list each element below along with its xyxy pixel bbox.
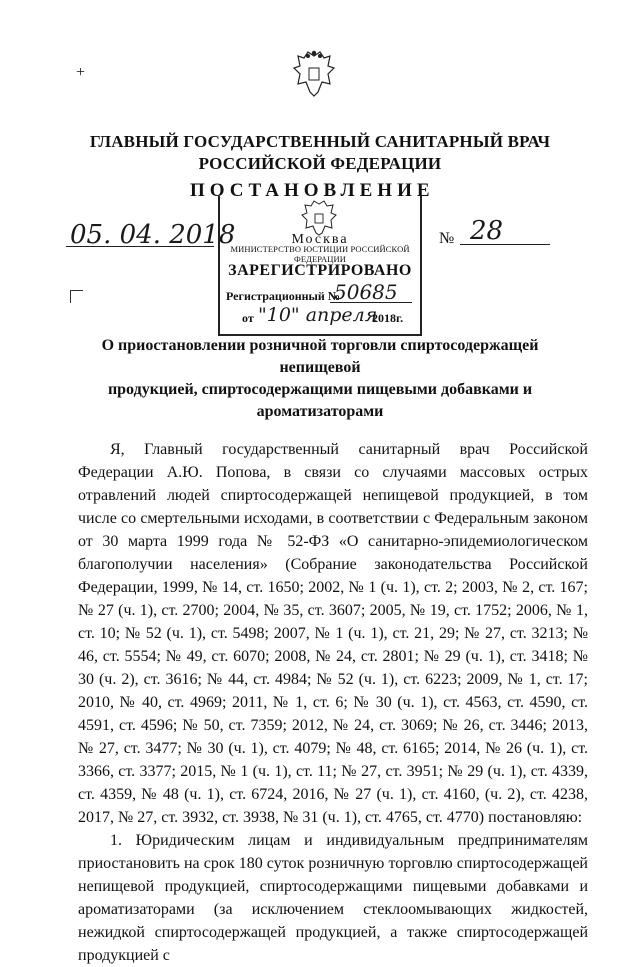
stamp-registered-label: ЗАРЕГИСТРИРОВАНО bbox=[228, 262, 412, 279]
stamp-reg-number: 50685 bbox=[334, 280, 398, 304]
subject-line-3: ароматизаторами bbox=[256, 403, 384, 420]
decree-body bbox=[78, 438, 588, 967]
body-paragraph-preamble: Я, Главный государственный санитарный врач Российской Федерации А.Ю. Попова, в связи со случаями массовых острых отравлений людей спиртосодержащей непищевой продукцией, в том числе со смертельными исходами, в соответствии с Федеральным законом от 30 марта 1999 года № 52-ФЗ «О санитарно-эпидемиологическом благополучии населения» (Собрание законодательства Российской Федерации, 1999, № 14, ст. 1650; 2002, № 1 (ч. 1), ст. 2; 2003, № 2, ст. 167; № 27 (ч. 1), ст. 2700; 2004, № 35, ст. 3607; 2005, № 19, ст. 1752; 2006, № 1, ст. 10; № 52 (ч. 1), ст. 5498; 2007, № 1 (ч. 1), ст. 21, 29; № 27, ст. 3213; № 46, ст. 5554; № 49, ст. 6070; 2008, № 24, ст. 2801; № 29 (ч. 1), ст. 3418; № 30 (ч. 2), ст. 3616; № 44, ст. 4984; № 52 (ч. 1), ст. 6223; 2009, № 1, ст. 17; 2010, № 40, ст. 4969; 2011, № 1, ст. 6; № 30 (ч. 1), ст. 4563, ст. 4590, ст. 4591, ст. 4596; № 50, ст. 7359; 2012, № 24, ст. 3069; № 26, ст. 3446; 2013, № 27, ст. 3477; № 30 (ч. 1), ст. 4079; № 48, ст. 6165; 2014, № 26 (ч. 1), ст. 3366, ст. 3377; 2015, № 1 (ч. 1), ст. 11; № 27, ст. 3951; № 29 (ч. 1), ст. 4339, ст. 4359, № 48 (ч. 1), ст. 6724, 2016, № 27 (ч. 1), ст. 4160, (ч. 2), ст. 4238, 2017, № 27, ст. 3932, ст. 3938, № 31 (ч. 1), ст. 4765, ст. 4770) постановляю: bbox=[78, 441, 588, 826]
authority-line-2: РОССИЙСКОЙ ФЕДЕРАЦИИ bbox=[198, 154, 442, 173]
stamp-from-label: от bbox=[242, 311, 254, 325]
subject-line-1: О приостановлении розничной торговли спиртосодержащей непищевой bbox=[101, 337, 539, 376]
number-label: № bbox=[439, 230, 455, 247]
authority-line-1: ГЛАВНЫЙ ГОСУДАРСТВЕННЫЙ САНИТАРНЫЙ ВРАЧ bbox=[89, 132, 551, 151]
stamp-reg-number-label: Регистрационный № bbox=[226, 289, 340, 303]
stamp-city: Москва bbox=[291, 232, 349, 247]
decree-title: ПОСТАНОВЛЕНИЕ bbox=[190, 180, 435, 201]
stamp-reg-date: "10" апреля bbox=[258, 304, 378, 326]
handwritten-date: 05. 04. 2018 bbox=[70, 220, 236, 250]
handwritten-number: 28 bbox=[470, 216, 504, 246]
date-underline bbox=[66, 246, 214, 247]
issuing-authority bbox=[0, 131, 640, 175]
body-paragraph-item-1: 1. Юридическим лицам и индивидуальным предпринимателям приостановить на срок 180 суток розничную торговлю спиртосодержащей непищевой продукцией, спиртосодержащими пищевыми добавками и ароматизаторами (за исключением стеклоомывающих жидкостей, нежидкой спиртосодержащей продукцией, а также спиртосодержащей продукцией с bbox=[78, 832, 588, 964]
stamp-eagle-icon bbox=[300, 200, 338, 236]
stamp-reg-underline bbox=[330, 302, 412, 303]
corner-mark bbox=[70, 290, 83, 303]
number-underline bbox=[460, 244, 550, 245]
subject-line-2: продукцией, спиртосодержащими пищевыми добавками и bbox=[107, 381, 533, 398]
stamp-ministry: МИНИСТЕРСТВО ЮСТИЦИИ РОССИЙСКОЙ ФЕДЕРАЦИИ bbox=[230, 244, 410, 264]
stamp-reg-year: 2018г. bbox=[372, 311, 404, 325]
coat-of-arms-emblem bbox=[292, 50, 336, 98]
plus-mark: + bbox=[76, 64, 86, 81]
decree-subject bbox=[60, 335, 580, 423]
